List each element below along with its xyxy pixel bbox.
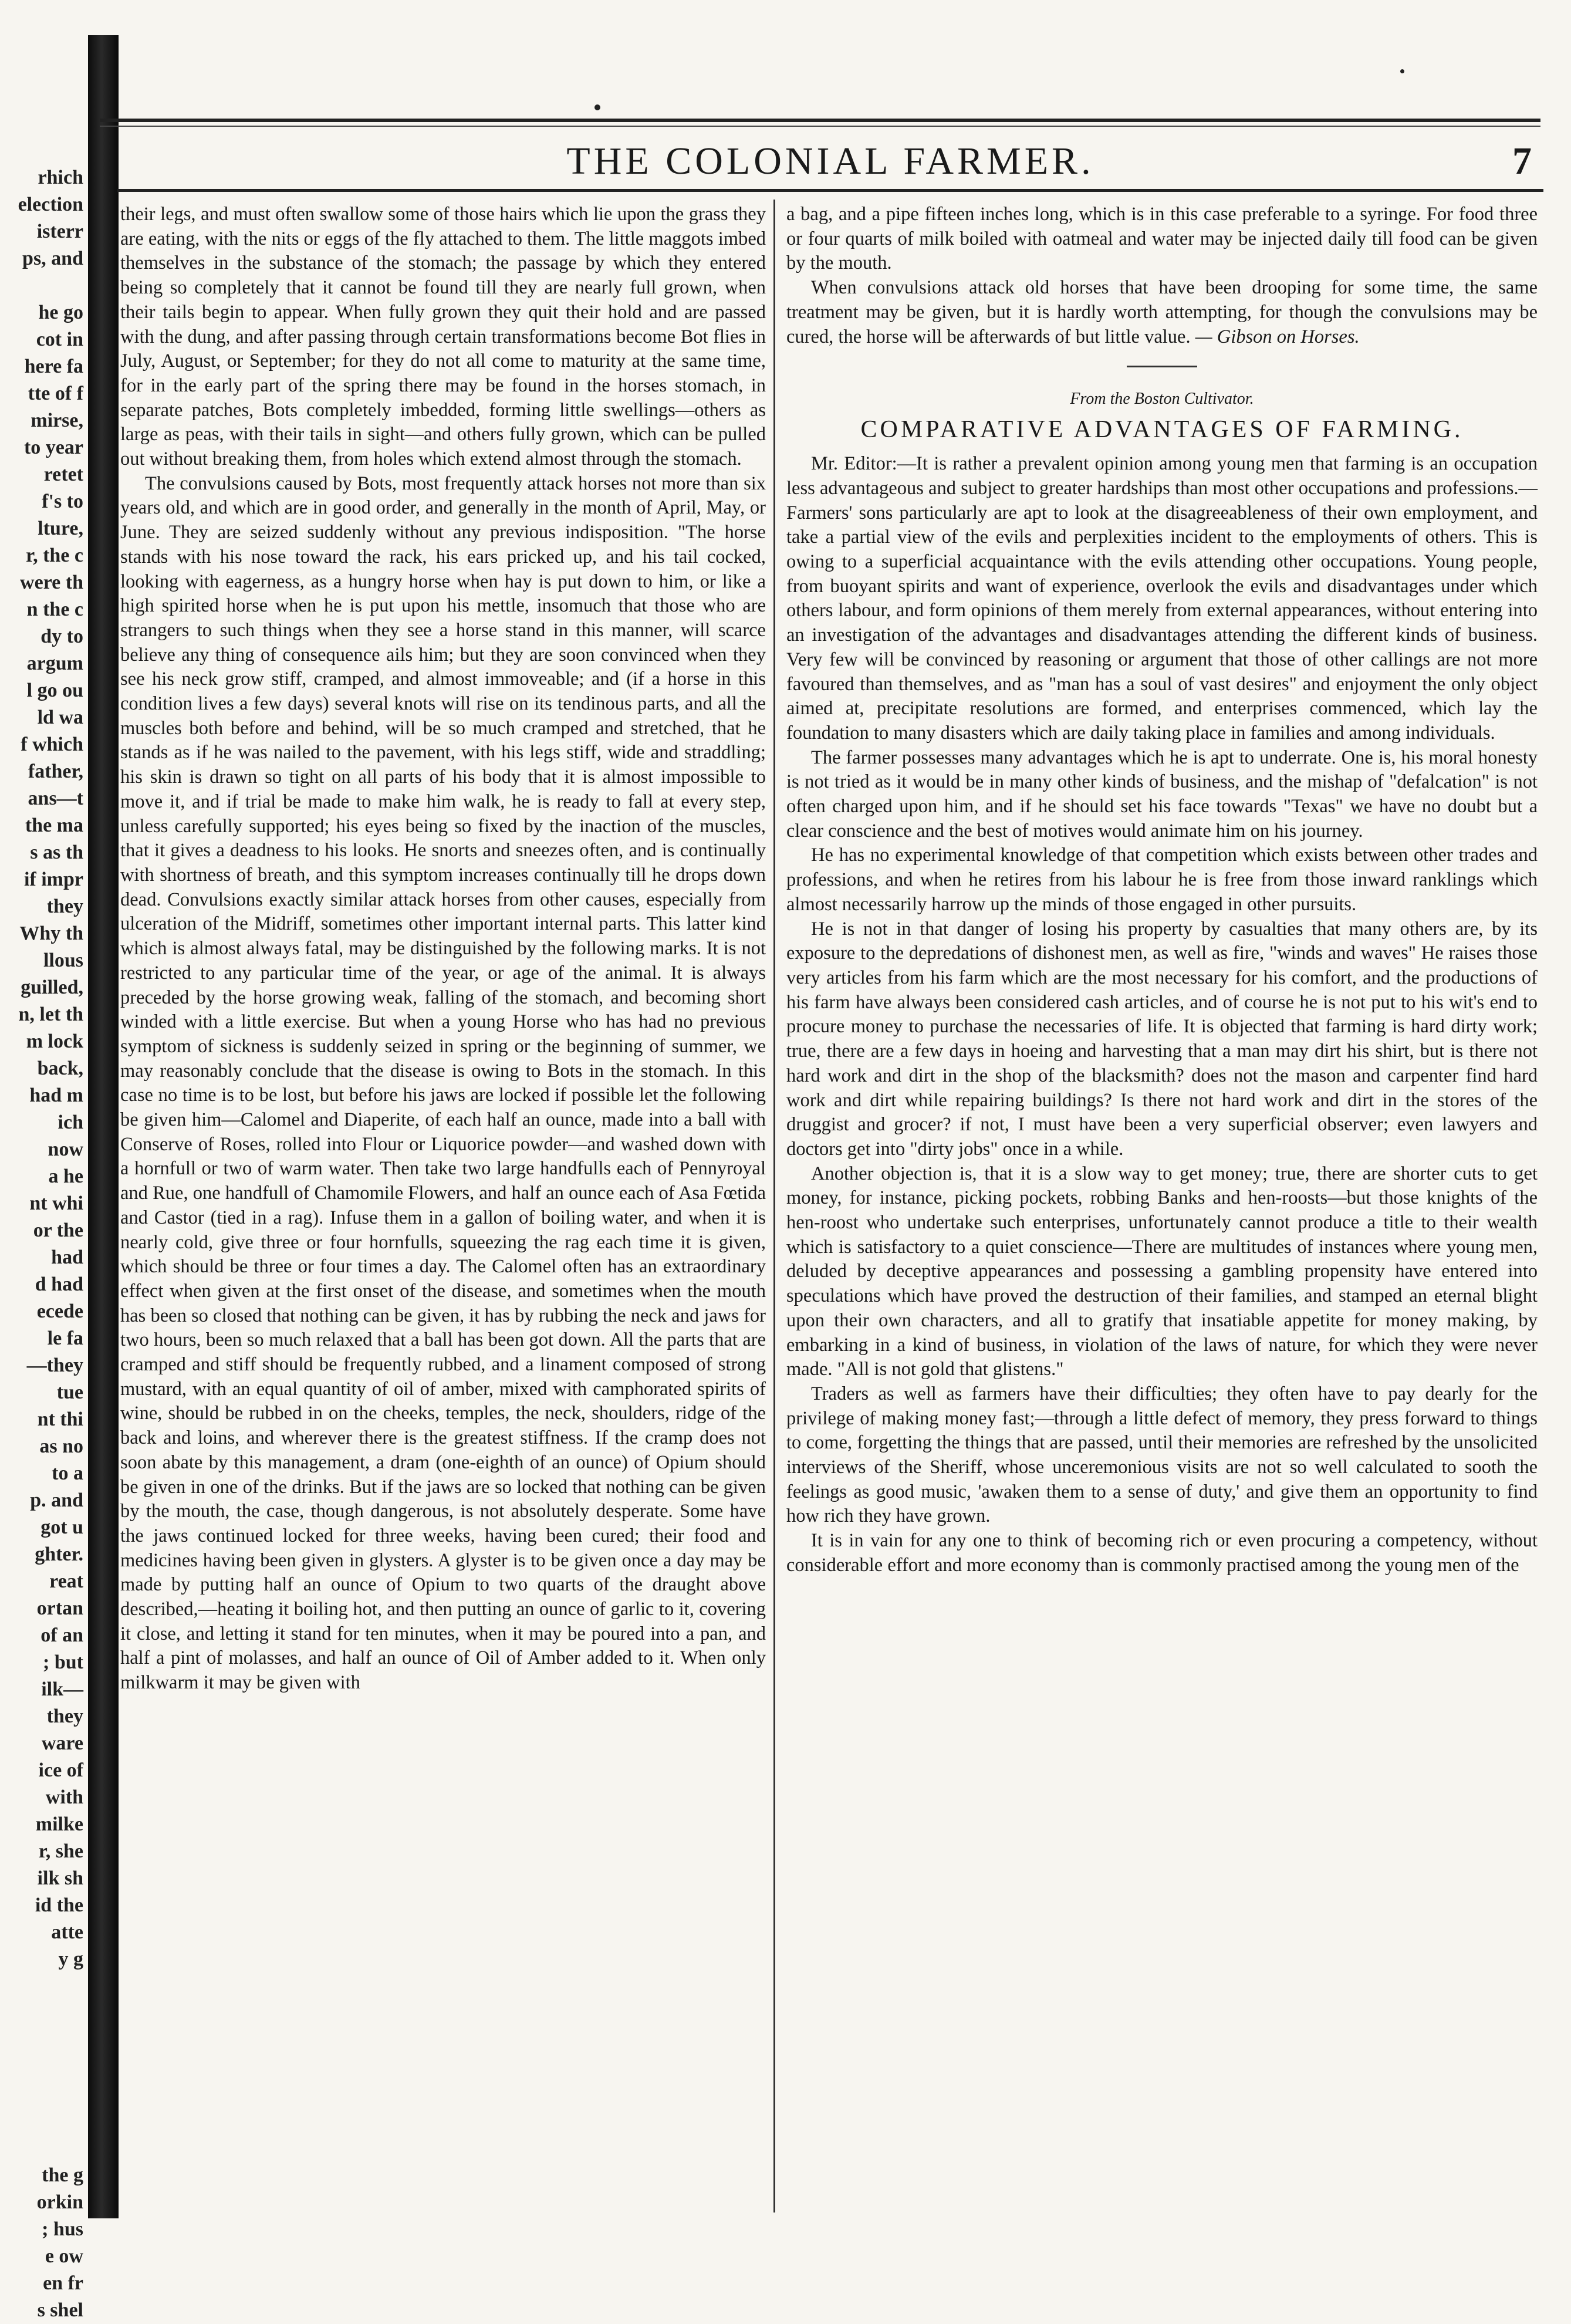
gutter-fragment: s as th: [30, 842, 83, 863]
top-rule: [100, 119, 1540, 122]
article-paragraph: Mr. Editor:—It is rather a prevalent opinion among young men that farming is an occupation less advantageous and subject to greater hardships than most other occupations and professions.—Farmers' sons particularly are apt to look at the disagreeableness of their own employment, and take a partial view of the evils and perplexities incident to the employments of others. This is owing to a superficial acquaintance with the evils attending other occupations. Young people, from buoyant spirits and want of experience, overlook the evils and disadvantages under which others labour, and form opinions of them merely from external appearances, without entering into an investigation of the advantages and disadvantages attending the different kinds of business. Very few will be convinced by reasoning or argument that those of other callings are not more favoured than themselves, and as "man has a soul of vast desires" and enjoyment the only object aimed at, precipitate resolutions are formed, and enterprises commenced, which lay the foundation to many disasters which are daily taking place in families and among individuals.: [786, 453, 1538, 744]
section-rule: [1127, 366, 1197, 367]
article-paragraph: a bag, and a pipe fifteen inches long, which is in this case preferable to a syringe. For food three or four quarts of milk boiled with oatmeal and water may be injected daily till food can be given by the mouth.: [786, 204, 1538, 274]
gutter-fragment: ; hus: [42, 2218, 83, 2240]
gutter-fragment: they: [46, 1705, 83, 1727]
gutter-fragment: l go ou: [26, 680, 83, 701]
gutter-fragment: election: [18, 194, 83, 215]
gutter-fragment: milke: [35, 1813, 83, 1835]
gutter-fragment: ; but: [43, 1651, 83, 1673]
gutter-fragment: nt thi: [37, 1408, 83, 1430]
article-paragraph: Another objection is, that it is a slow way to get money; true, there are shorter cuts to get money, for instance, picking pockets, robbing Banks and hen-roosts—but those knights of the hen-roost who undertake such enterprises, unfortunately cannot produce a title to their wealth which is satisfactory to a quiet conscience—There are multitudes of instances where young men, deluded by deceptive appearances and possessing a gambling propensity have entered into speculations which have proved the destruction of their families, and stamped an eternal blight upon their own characters, and all to gratify that insatiable appetite for money making, by embarking in a kind of business, in violation of the laws of nature, for which they were never made. "All is not gold that glistens.": [786, 1163, 1538, 1380]
gutter-fragment: —they: [26, 1354, 83, 1376]
article-paragraph: [786, 276, 1538, 349]
column-divider: [773, 200, 775, 2212]
speck-mark: [594, 104, 600, 110]
adjacent-page-fragments: [0, 164, 88, 2321]
gutter-fragment: the ma: [25, 815, 83, 836]
gutter-fragment: isterr: [36, 221, 83, 242]
gutter-fragment: f's to: [42, 491, 83, 512]
gutter-fragment: n, let th: [18, 1004, 83, 1025]
gutter-fragment: with: [45, 1786, 83, 1808]
gutter-fragment: retet: [43, 464, 83, 485]
article-paragraph: It is in vain for any one to think of becoming rich or even procuring a competency, without considerable effort and more economy than is commonly practised among the young men of the: [786, 1530, 1538, 1576]
gutter-fragment: p. and: [30, 1489, 83, 1511]
gutter-fragment: e ow: [45, 2245, 83, 2267]
gutter-fragment: [0, 2081, 88, 2108]
top-rule-thin: [100, 126, 1540, 127]
gutter-fragment: as no: [39, 1435, 83, 1457]
gutter-fragment: nt whi: [29, 1193, 83, 1214]
gutter-fragment: to a: [52, 1462, 83, 1484]
gutter-fragment: rhich: [38, 167, 83, 188]
gutter-fragment: mirse,: [31, 410, 83, 431]
gutter-fragment: [0, 2000, 88, 2027]
gutter-fragment: here fa: [24, 356, 83, 377]
gutter-fragment: guilled,: [21, 977, 83, 998]
header-rule: [117, 189, 1543, 192]
gutter-fragment: ghter.: [35, 1543, 83, 1565]
gutter-fragment: d had: [35, 1274, 83, 1295]
gutter-fragment: n the c: [26, 599, 83, 620]
gutter-fragment: father,: [28, 761, 83, 782]
gutter-fragment: dy to: [40, 626, 83, 647]
gutter-fragment: s shel: [37, 2299, 83, 2321]
gutter-fragment: ps, and: [22, 248, 83, 269]
gutter-fragment: argum: [26, 653, 83, 674]
gutter-fragment: ich: [58, 1112, 83, 1133]
gutter-fragment: or the: [33, 1220, 83, 1241]
gutter-fragment: y g: [58, 1948, 83, 1970]
gutter-fragment: back,: [37, 1058, 83, 1079]
gutter-fragment: [0, 272, 88, 299]
gutter-fragment: lture,: [38, 518, 83, 539]
gutter-fragment: had m: [29, 1085, 83, 1106]
gutter-fragment: of an: [40, 1624, 83, 1646]
gutter-fragment: [0, 2027, 88, 2054]
gutter-fragment: tte of f: [28, 383, 83, 404]
gutter-fragment: ilk sh: [37, 1867, 83, 1889]
gutter-fragment: a he: [48, 1166, 83, 1187]
gutter-fragment: f which: [21, 734, 83, 755]
gutter-fragment: got u: [40, 1516, 83, 1538]
gutter-fragment: r, the c: [26, 545, 83, 566]
masthead: [117, 135, 1543, 188]
gutter-fragment: ice of: [38, 1759, 83, 1781]
gutter-fragment: he go: [38, 302, 83, 323]
masthead-title: THE COLONIAL FARMER.: [566, 140, 1094, 183]
gutter-fragment: r, she: [38, 1840, 83, 1862]
gutter-fragment: tue: [56, 1381, 83, 1403]
paragraph-text: When convulsions attack old horses that have been drooping for some time, the same treatment may be given, but it is hardly worth attempting, for though the convulsions may be cured, the horse will be afterwards of but little value.: [786, 277, 1538, 347]
gutter-fragment: [0, 2054, 88, 2081]
left-column: [120, 202, 766, 2210]
article-paragraph: He has no experimental knowledge of that competition which exists between other trades and professions, and when he retires from his labour he is free from those inward ranklings which almost necessarily harrow up the minds of those engaged in other pursuits.: [786, 845, 1538, 915]
gutter-fragment: Why th: [19, 923, 83, 944]
gutter-fragment: ortan: [36, 1597, 83, 1619]
article-paragraph: their legs, and must often swallow some of those hairs which lie upon the grass they are eating, with the nits or eggs of the fly attached to them. The little maggots imbed themselves in the substance of the stomach; the passage by which they entered being so completely that it cannot be found till they are nearly full grown, when their tails begin to appear. When fully grown they quit their hold and are passed with the dung, and after passing through certain transformations become Bot flies in July, August, or September; for they do not all come to maturity at the same time, for in the early part of the spring there may be found in the horses stomach, in separate patches, Bots completely imbedded, forming little swellings—others as large as peas, with their tails in sight—and others fully grown, which can be pulled out without breaking them, from holes which extend almost through the stomach.: [120, 204, 766, 470]
gutter-fragment: if impr: [23, 869, 83, 890]
gutter-fragment: had: [51, 1247, 83, 1268]
binding-shadow: [88, 35, 119, 2218]
article-heading: COMPARATIVE ADVANTAGES OF FARMING.: [860, 416, 1464, 444]
gutter-fragment: atte: [51, 1921, 83, 1943]
gutter-fragment: were th: [20, 572, 83, 593]
gutter-fragment: ilk—: [41, 1678, 83, 1700]
article-paragraph: The convulsions caused by Bots, most frequently attack horses not more than six years old, and which are in good order, and generally in the month of April, May, or June. They are seized suddenly without any previous indisposition. "The horse stands with his nose toward the rack, his ears pricked up, and his tail cocked, looking with eagerness, as a hungry horse when hay is put down to him, or like a high spirited horse when he is put upon his mettle, insomuch that those who are strangers to such things when they see a horse stand in this manner, will scarce believe any thing of consequence ails him; but they are soon convinced when they see his neck grow stiff, cramped, and almost immoveable; and (if a horse in this condition lives a few days) several knots will rise on its tendinous parts, and all the muscles both before and behind, will be so much cramped and stretched, that he stands as if he was nailed to the pavement, with his legs stiff, wide and straddling; his skin is drawn so tight on all parts of his body that it is almost impossible to move it, and if trial be made to make him walk, he is ready to fall at every step, unless carefully supported; his eyes being so fixed by the inaction of the muscles, that it gives a deadness to his looks. He snorts and sneezes often, and is continually with shortness of breath, and this symptom increases continually till he drops down dead. Convulsions exactly similar attack horses from other causes, especially from ulceration of the Midriff, sometimes other important internal parts. This latter kind which is almost always fatal, may be distinguished by the following marks. It is not restricted to any particular time of the year, or age of the animal. It is always preceded by the horse growing weak, falling of the stomach, and becoming short winded with a little exercise. But when a young Horse who has had no previous symptom of sickness is suddenly seized in spring or the beginning of summer, we may reasonably conclude that the disease is owing to Bots in the stomach. In this case no time is to be lost, but before his jaws are locked if possible let the following be given him—Calomel and Diaperite, of each half an ounce, made into a ball with Conserve of Roses, rolled into Flour or Liquorice powder—and washed down with a hornfull or two of warm water. Then take two large handfulls each of Pennyroyal and Rue, one handfull of Chamomile Flowers, and half an ounce each of Asa Fœtida and Castor (tied in a rag). Infuse them in a gallon of boiling water, and when it is nearly cold, give three or four hornfulls, squeezing the rag each time it is given, which should be three or four times a day. The Calomel often has an extraordinary effect when given at the first onset of the disease, and sometimes when the mouth has been so closed that nothing can be given, it has by rubbing the neck and jaws for two hours, been so much relaxed that a ball has been got down. All the parts that are cramped and stiff should be frequently rubbed, and a linament composed of strong mustard, with an equal quantity of oil of amber, mixed with camphorated spirits of wine, should be rubbed in on the cheeks, temples, the neck, shoulders, ridge of the back and loins, and wherever there is the greatest stiffness. If the cramp does not soon abate by this management, a dram (one-eighth of an ounce) of Opium should be given in one of the drinks. But if the jaws are so locked that nothing can be given by the mouth, the case, though dangerous, is not absolutely desperate. Some have the jaws continued locked for three weeks, having been cured; their food and medicines having been given in glysters. A glyster is to be given once a day may be made by putting half an ounce of Opium to two quarts of the draught above described,—heating it boiling hot, and then putting an ounce of garlic to it, covering it close, and letting it stand for ten minutes, when it may be poured into a pan, and half a pint of molasses, and half an ounce of Oil of Amber added to it. When only milkwarm it may be given with: [120, 472, 766, 1694]
gutter-fragment: llous: [43, 950, 83, 971]
article-paragraph: The farmer possesses many advantages which he is apt to underrate. One is, his moral honesty is not tried as it would be in many other kinds of business, and the mishap of "defalcation" is not often charged upon him, and if he should set his face towards "Texas" we have no doubt but a clear conscience and the best of motives would animate him on his journey.: [786, 746, 1538, 842]
page-number: 7: [1512, 140, 1532, 183]
source-credit: From the Boston Cultivator.: [1070, 390, 1254, 408]
gutter-fragment: ecede: [36, 1301, 83, 1322]
gutter-fragment: reat: [49, 1570, 83, 1592]
gutter-fragment: [0, 2135, 88, 2162]
gutter-fragment: to year: [23, 437, 83, 458]
gutter-fragment: orkin: [36, 2191, 83, 2213]
gutter-fragment: m lock: [26, 1031, 83, 1052]
gutter-fragment: they: [46, 896, 83, 917]
gutter-fragment: now: [48, 1139, 83, 1160]
gutter-fragment: cot in: [36, 329, 83, 350]
gutter-fragment: ware: [41, 1732, 83, 1754]
gutter-fragment: [0, 2108, 88, 2135]
gutter-fragment: [0, 1973, 88, 2000]
speck-mark: [1400, 69, 1404, 73]
right-column: [786, 202, 1538, 2210]
gutter-fragment: ld wa: [37, 707, 83, 728]
article-paragraph: He is not in that danger of losing his property by casualties that many others are, by its exposure to the depredations of dishonest men, as well as fire, "winds and waves" He raises those very articles from his farm which are the most necessary for his comfort, and the productions of his farm have always been considered cash articles, and of course he is not put to his wit's end to procure money to purchase the necessaries of life. It is objected that farming is hard dirty work; true, there are a few days in hoeing and harvesting that a man may dirt his shirt, but is there not hard work and dirt in the shop of the blacksmith? does not the mason and carpenter find hard work and dirt while repairing buildings? Is there not hard work and dirt in the stores of the druggist and grocer? if not, I must have been a very superficial observer; even lawyers and doctors get into "dirty jobs" once in a while.: [786, 918, 1538, 1160]
gutter-fragment: ans—t: [28, 788, 83, 809]
gutter-fragment: id the: [35, 1894, 83, 1916]
gutter-fragment: en fr: [43, 2272, 83, 2294]
gutter-fragment: the g: [42, 2164, 83, 2186]
source-signature: — Gibson on Horses.: [1195, 326, 1360, 347]
article-paragraph: Traders as well as farmers have their difficulties; they often have to pay dearly for the privilege of making money fast;—through a little defect of memory, they press forward to things to come, forgetting the things that are passed, until their memories are refreshed by the unsolicited interviews of the Sheriff, whose unceremonious visits are not so well calculated to sooth the feelings as good music, 'awaken them to a sense of duty,' and give them an opportunity to find how rich they have grown.: [786, 1383, 1538, 1527]
gutter-fragment: le fa: [47, 1327, 83, 1349]
